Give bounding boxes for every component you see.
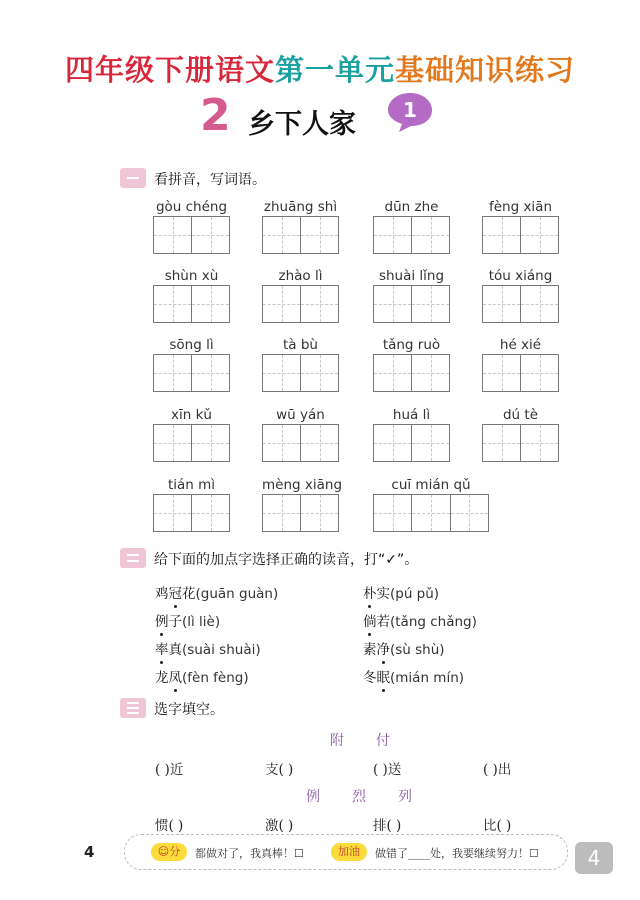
mistakes-text[interactable]: 做错了____处，我要继续努力！☐ <box>375 847 539 860</box>
corner-page-badge: 4 <box>575 842 613 874</box>
section-2-title: 给下面的加点字选择正确的读音，打“✓”。 <box>154 552 419 568</box>
pinyin-item <box>262 407 339 463</box>
pronunciation-item[interactable] <box>363 666 464 686</box>
pinyin-item <box>153 199 230 255</box>
fill-blank[interactable]: ( )出 <box>483 762 512 778</box>
dotted-char: 朴 <box>363 586 377 602</box>
pinyin-options[interactable]: (suài shuài) <box>182 642 261 658</box>
pinyin-item <box>262 337 339 393</box>
word-char: 花 <box>182 586 196 602</box>
pinyin-text: shùn xù <box>164 268 219 284</box>
tianzige-box[interactable] <box>153 424 192 462</box>
dotted-char: 率 <box>155 642 169 658</box>
pinyin-text: xīn kǔ <box>171 407 212 423</box>
pronunciation-item[interactable] <box>363 610 477 630</box>
pinyin-options[interactable]: (pú pǔ) <box>390 586 440 602</box>
pinyin-text: tà bù <box>283 337 318 353</box>
dotted-char: 净 <box>376 642 390 658</box>
writing-box-group[interactable] <box>262 354 339 392</box>
dotted-char: 凤 <box>168 670 182 686</box>
pinyin-item <box>262 199 339 255</box>
writing-box-group[interactable] <box>482 354 559 392</box>
tianzige-box[interactable] <box>262 494 301 532</box>
tianzige-box[interactable] <box>412 494 450 532</box>
writing-box-group[interactable] <box>482 285 559 323</box>
writing-box-group[interactable] <box>373 494 489 532</box>
pinyin-item <box>153 337 230 393</box>
self-check-bar <box>124 834 568 870</box>
tianzige-box[interactable] <box>373 285 412 323</box>
title-unit: 第一单元 <box>274 53 395 87</box>
tianzige-box[interactable] <box>153 494 192 532</box>
pinyin-item <box>482 337 559 393</box>
pronunciation-item[interactable] <box>155 582 278 602</box>
pinyin-item <box>373 337 450 393</box>
tianzige-box[interactable] <box>153 216 192 254</box>
worksheet-title <box>0 48 640 89</box>
tianzige-box[interactable] <box>521 354 559 392</box>
tianzige-box[interactable] <box>412 285 450 323</box>
word-char: 实 <box>376 586 390 602</box>
pinyin-item <box>373 268 450 324</box>
writing-box-group[interactable] <box>482 216 559 254</box>
dotted-char: 倘 <box>363 614 377 630</box>
writing-box-group[interactable] <box>262 494 339 532</box>
tianzige-box[interactable] <box>192 424 230 462</box>
page-number: 4 <box>84 843 95 861</box>
writing-box-group[interactable] <box>262 424 339 462</box>
tianzige-box[interactable] <box>412 216 450 254</box>
pronunciation-item[interactable] <box>363 638 445 658</box>
pinyin-options[interactable]: (guān guàn) <box>195 586 279 602</box>
word-char: 子 <box>168 614 182 630</box>
tianzige-box[interactable] <box>373 354 412 392</box>
tianzige-box[interactable] <box>373 216 412 254</box>
tianzige-box[interactable] <box>262 285 301 323</box>
tianzige-box[interactable] <box>262 354 301 392</box>
pinyin-item <box>482 407 559 463</box>
tianzige-box[interactable] <box>482 424 521 462</box>
tianzige-box[interactable] <box>153 285 192 323</box>
pinyin-text: dūn zhe <box>384 199 439 215</box>
pinyin-text: cuī mián qǔ <box>391 477 471 493</box>
fill-blank[interactable]: 惯( ) <box>155 818 184 834</box>
tianzige-box[interactable] <box>192 216 230 254</box>
tianzige-box[interactable] <box>451 494 489 532</box>
pronunciation-item[interactable] <box>363 582 439 602</box>
word-char: 真 <box>168 642 182 658</box>
pinyin-text: shuài lǐng <box>378 268 445 284</box>
bubble-number: 1 <box>403 98 417 122</box>
pinyin-text: wū yán <box>276 407 325 423</box>
fill-blank[interactable]: 激( ) <box>265 818 294 834</box>
pinyin-item <box>153 477 230 533</box>
cheer-sticker-icon: 加油 <box>331 843 367 861</box>
tianzige-box[interactable] <box>521 424 559 462</box>
tianzige-box[interactable] <box>373 424 412 462</box>
pinyin-item <box>153 407 230 463</box>
title-topic: 基础知识练习 <box>395 53 576 87</box>
word-char: 龙 <box>155 670 169 686</box>
pinyin-text: gòu chéng <box>155 199 228 215</box>
choice-char-3: 例 <box>306 789 320 805</box>
pinyin-options[interactable]: (sù shù) <box>390 642 445 658</box>
writing-box-group[interactable] <box>373 424 450 462</box>
tianzige-box[interactable] <box>192 494 230 532</box>
pinyin-options[interactable]: (tǎng chǎng) <box>390 614 477 630</box>
tianzige-box[interactable] <box>412 424 450 462</box>
section-3-badge-icon <box>120 698 146 718</box>
writing-box-group[interactable] <box>373 354 450 392</box>
choice-char-2: 付 <box>376 733 390 749</box>
choice-char-5: 列 <box>398 789 412 805</box>
pinyin-text: dú tè <box>502 407 538 423</box>
pronunciation-item[interactable] <box>155 638 261 658</box>
lesson-number: 2 <box>200 90 231 141</box>
speech-bubble-icon <box>385 90 435 134</box>
tianzige-box[interactable] <box>301 285 339 323</box>
tianzige-box[interactable] <box>521 216 559 254</box>
fill-blank[interactable]: 排( ) <box>373 818 402 834</box>
section-3-title: 选字填空。 <box>154 702 224 718</box>
pinyin-item <box>373 199 450 255</box>
pinyin-item <box>153 268 230 324</box>
dotted-char: 例 <box>155 614 169 630</box>
score-sticker-icon: ☺分 <box>151 843 187 861</box>
writing-box-group[interactable] <box>262 285 339 323</box>
writing-box-group[interactable] <box>373 285 450 323</box>
writing-box-group[interactable] <box>373 216 450 254</box>
tianzige-box[interactable] <box>301 494 339 532</box>
tianzige-box[interactable] <box>301 354 339 392</box>
pinyin-options[interactable]: (mián mín) <box>390 670 465 686</box>
fill-blank[interactable]: ( )近 <box>155 762 184 778</box>
pinyin-options[interactable]: (lì liè) <box>182 614 221 630</box>
writing-box-group[interactable] <box>153 494 230 532</box>
pinyin-item <box>482 268 559 324</box>
tianzige-box[interactable] <box>192 354 230 392</box>
pinyin-text: tián mì <box>167 477 216 493</box>
section-2-badge-icon <box>120 548 146 568</box>
writing-box-group[interactable] <box>153 354 230 392</box>
choice-char-1: 附 <box>330 733 344 749</box>
pronunciation-item[interactable] <box>155 610 220 630</box>
pinyin-text: zhuāng shì <box>263 199 338 215</box>
pinyin-text: mèng xiāng <box>262 477 343 493</box>
writing-box-group[interactable] <box>153 424 230 462</box>
pinyin-text: tóu xiáng <box>488 268 553 284</box>
tianzige-box[interactable] <box>482 285 521 323</box>
pinyin-text: fèng xiān <box>488 199 553 215</box>
pinyin-item <box>262 477 343 533</box>
fill-blank[interactable]: ( )送 <box>373 762 402 778</box>
writing-box-group[interactable] <box>153 285 230 323</box>
pinyin-item <box>262 268 339 324</box>
section-1-title: 看拼音，写词语。 <box>154 172 266 188</box>
tianzige-box[interactable] <box>153 354 192 392</box>
tianzige-box[interactable] <box>482 216 521 254</box>
writing-box-group[interactable] <box>153 216 230 254</box>
pinyin-item <box>373 477 489 533</box>
word-char: 素 <box>363 642 377 658</box>
section-1-badge-icon <box>120 168 146 188</box>
choice-char-4: 烈 <box>352 789 366 805</box>
pinyin-text: tǎng ruò <box>382 337 441 353</box>
tianzige-box[interactable] <box>262 216 301 254</box>
tianzige-box[interactable] <box>373 494 412 532</box>
tianzige-box[interactable] <box>301 424 339 462</box>
tianzige-box[interactable] <box>192 285 230 323</box>
tianzige-box[interactable] <box>412 354 450 392</box>
lesson-heading <box>0 90 640 140</box>
pinyin-text: zhào lì <box>278 268 323 284</box>
title-grade: 四年级下册语文 <box>64 53 275 87</box>
tianzige-box[interactable] <box>262 424 301 462</box>
pinyin-item <box>373 407 450 463</box>
dotted-char: 眠 <box>376 670 390 686</box>
pinyin-text: huá lì <box>392 407 431 423</box>
tianzige-box[interactable] <box>521 285 559 323</box>
word-char: 若 <box>376 614 390 630</box>
dotted-char: 冠 <box>168 586 182 602</box>
pronunciation-item[interactable] <box>155 666 249 686</box>
word-char: 鸡 <box>155 586 169 602</box>
fill-blank[interactable]: 支( ) <box>265 762 294 778</box>
pinyin-text: hé xié <box>499 337 542 353</box>
all-correct-text[interactable]: 都做对了，我真棒！☐ <box>195 847 304 860</box>
writing-box-group[interactable] <box>262 216 339 254</box>
lesson-name: 乡下人家 <box>248 109 356 140</box>
pinyin-text: sōng lì <box>169 337 214 353</box>
writing-box-group[interactable] <box>482 424 559 462</box>
tianzige-box[interactable] <box>301 216 339 254</box>
word-char: 冬 <box>363 670 377 686</box>
tianzige-box[interactable] <box>482 354 521 392</box>
fill-blank[interactable]: 比( ) <box>483 818 512 834</box>
pinyin-options[interactable]: (fèn fèng) <box>182 670 249 686</box>
pinyin-item <box>482 199 559 255</box>
